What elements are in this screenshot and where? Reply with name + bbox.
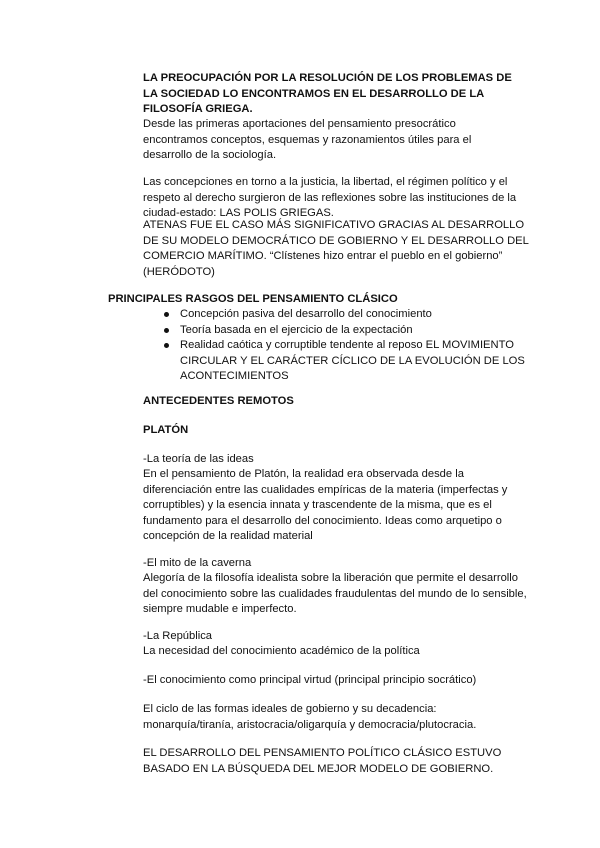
ideas-title: -La teoría de las ideas bbox=[143, 453, 254, 465]
closing-paragraph: EL DESARROLLO DEL PENSAMIENTO POLÍTICO CLÁSICO ESTUVO BASADO EN LA BÚSQUEDA DEL MEJOR MODELO DE GOBIERNO. bbox=[143, 747, 502, 775]
ideas-paragraph: En el pensamiento de Platón, la realidad era observada desde la diferenciación entre las cualidades empíricas de la materia (imperfectas y corruptibles) y la esencia innata y trascendente de la misma, que es el fundamento para el desarrollo del conocimiento. Ideas como arquetipo o concepción de la realidad material bbox=[143, 468, 508, 543]
virtud-paragraph: -El conocimiento como principal virtud (principal principio socrático) bbox=[143, 674, 477, 686]
bullet-icon bbox=[164, 343, 169, 348]
list-item: Teoría basada en el ejercicio de la expectación bbox=[180, 323, 530, 339]
list-item: Realidad caótica y corruptible tendente al reposo EL MOVIMIENTO CIRCULAR Y EL CARÁCTER CÍCLICO DE LA EVOLUCIÓN DE LOS ACONTECIMIENTOS bbox=[180, 338, 530, 385]
caverna-title: -El mito de la caverna bbox=[143, 557, 252, 569]
bullet-icon bbox=[164, 328, 169, 333]
intro-paragraph: Desde las primeras aportaciones del pensamiento presocrático encontramos conceptos, esquemas y razonamientos útiles para el desarrollo de la sociología. bbox=[143, 118, 472, 162]
main-heading: LA PREOCUPACIÓN POR LA RESOLUCIÓN DE LOS PROBLEMAS DE LA SOCIEDAD LO ENCONTRAMOS EN EL DESARROLLO DE LA FILOSOFÍA GRIEGA. bbox=[143, 72, 512, 116]
ciclo-paragraph: El ciclo de las formas ideales de gobierno y su decadencia: monarquía/tiranía, aristocracia/oligarquía y democracia/plutocracia. bbox=[143, 703, 477, 731]
republica-paragraph: La necesidad del conocimiento académico de la política bbox=[143, 645, 420, 657]
list-item: Concepción pasiva del desarrollo del conocimiento bbox=[180, 307, 530, 323]
traits-list bbox=[180, 307, 530, 385]
bullet-icon bbox=[164, 312, 169, 317]
atenas-paragraph: ATENAS FUE EL CASO MÁS SIGNIFICATIVO GRACIAS AL DESARROLLO DE SU MODELO DEMOCRÁTICO DE GOBIERNO Y EL DESARROLLO DEL COMERCIO MARÍTIMO. “Clístenes hizo entrar el pueblo en el gobierno” (HERÓDOTO) bbox=[143, 219, 529, 278]
republica-title: -La República bbox=[143, 630, 213, 642]
caverna-paragraph: Alegoría de la filosofía idealista sobre la liberación que permite el desarrollo del conocimiento sobre las cualidades fraudulentas del mundo de lo sensible, siempre mudable e imperfecto. bbox=[143, 572, 527, 616]
conceptions-paragraph: Las concepciones en torno a la justicia, la libertad, el régimen político y el respeto al derecho surgieron de las reflexiones sobre las instituciones de la ciudad-estado: LAS POLIS GRIEGAS. bbox=[143, 176, 517, 220]
antecedentes-heading: ANTECEDENTES REMOTOS bbox=[143, 395, 294, 407]
traits-heading: PRINCIPALES RASGOS DEL PENSAMIENTO CLÁSICO bbox=[108, 293, 398, 305]
platon-heading: PLATÓN bbox=[143, 424, 189, 436]
